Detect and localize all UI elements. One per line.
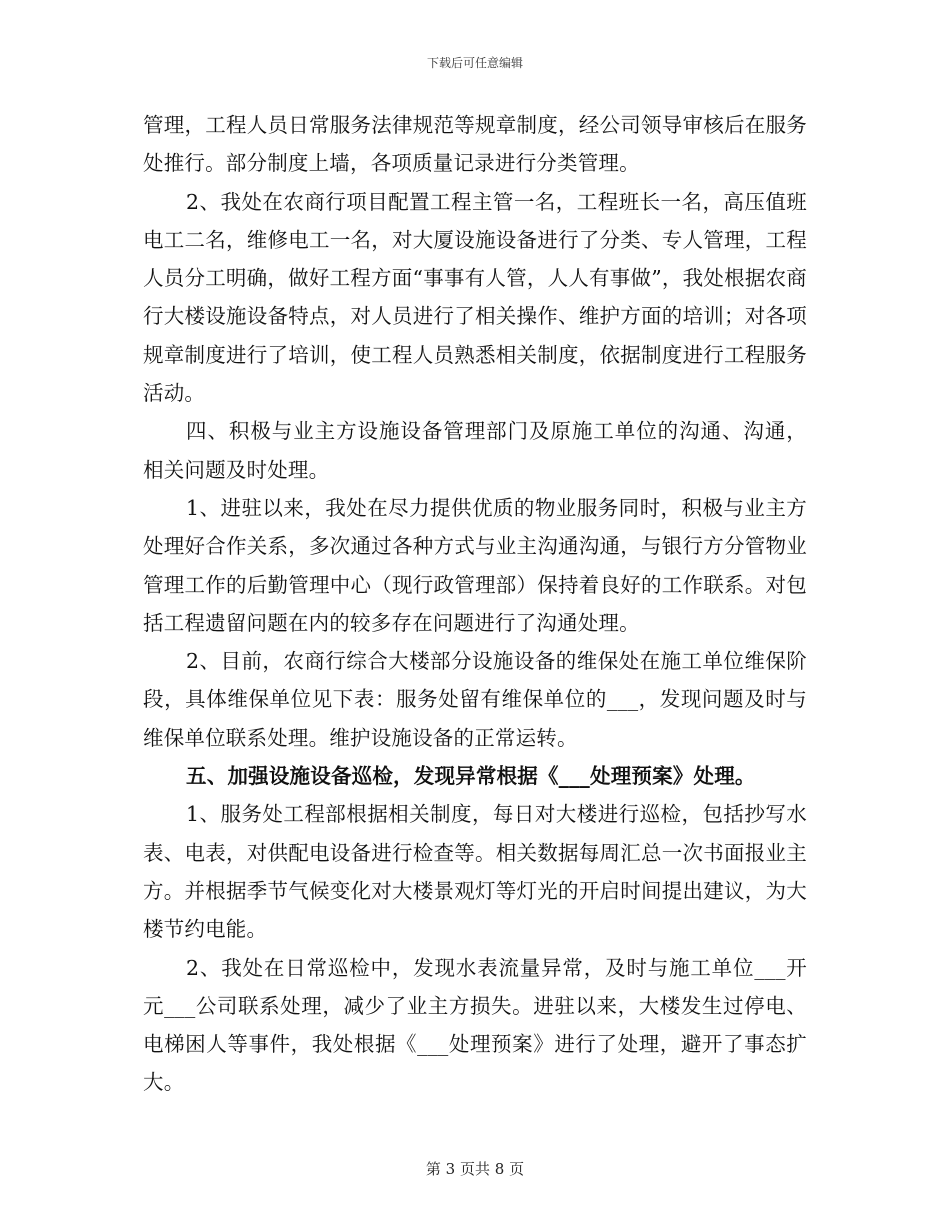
section-heading-four: 四、积极与业主方设施设备管理部门及原施工单位的沟通、沟通，相关问题及时处理。 [143, 419, 807, 482]
section-heading-five: 五、加强设施设备巡检，发现异常根据《___处理预案》处理。 [186, 764, 756, 789]
paragraph-cooperation: 1、进驻以来，我处在尽力提供优质的物业服务同时，积极与业主方处理好合作关系，多次通过各种方式与业主沟通沟通，与银行方分管物业管理工作的后勤管理中心（现行政管理部）保持着良好的工作联系。对包括工程遗留问题在内的较多存在问题进行了沟通处理。 [143, 495, 807, 635]
page-footer: 第 3 页共 8 页 [425, 1160, 525, 1178]
paragraph-management-rules: 管理，工程人员日常服务法律规范等规章制度，经公司领导审核后在服务处推行。部分制度上墙，各项质量记录进行分类管理。 [143, 113, 807, 176]
paragraph-maintenance-units: 2、目前，农商行综合大楼部分设施设备的维保处在施工单位维保阶段，具体维保单位见下表：服务处留有维保单位的___，发现问题及时与维保单位联系处理。维护设施设备的正常运转。 [143, 649, 807, 750]
page-header: 下载后可任意编辑 [426, 56, 523, 70]
paragraph-staffing: 2、我处在农商行项目配置工程主管一名，工程班长一名，高压值班电工二名，维修电工一名，对大厦设施设备进行了分类、专人管理，工程人员分工明确，做好工程方面“事事有人管，人人有事做”，我处根据农商行大楼设施设备特点，对人员进行了相关操作、维护方面的培训；对各项规章制度进行了培训，使工程人员熟悉相关制度，依据制度进行工程服务活动。 [143, 189, 807, 406]
paragraph-incident-handling: 2、我处在日常巡检中，发现水表流量异常，及时与施工单位___开元___公司联系处理，减少了业主方损失。进驻以来，大楼发生过停电、电梯困人等事件，我处根据《___处理预案》进行了处理，避开了事态扩大。 [143, 955, 807, 1095]
document-body [143, 106, 807, 1102]
paragraph-daily-inspection: 1、服务处工程部根据相关制度，每日对大楼进行巡检，包括抄写水表、电表，对供配电设备进行检查等。相关数据每周汇总一次书面报业主方。并根据季节气候变化对大楼景观灯等灯光的开启时间提出建议，为大楼节约电能。 [143, 802, 807, 942]
